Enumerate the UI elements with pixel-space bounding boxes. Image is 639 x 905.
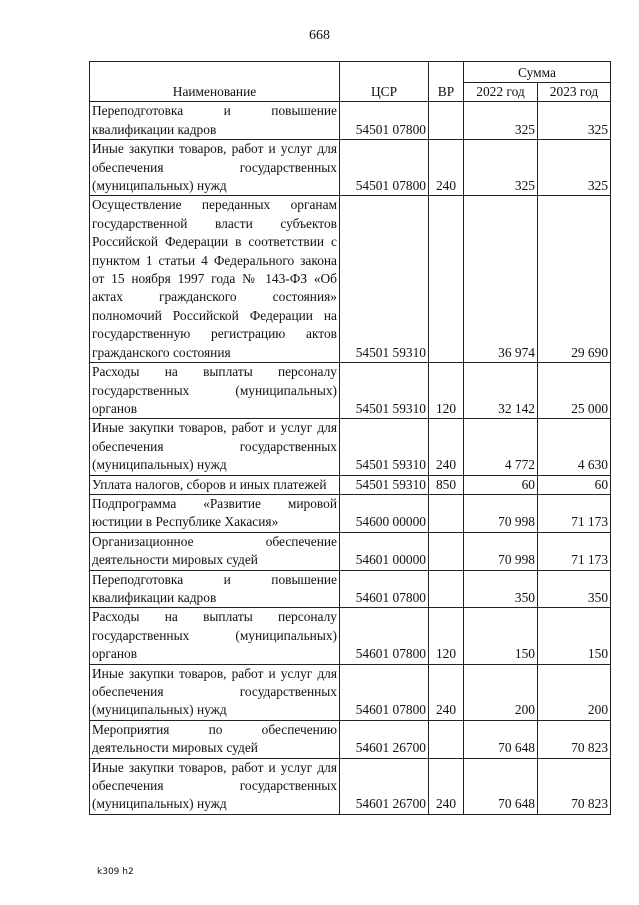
row-amount-2022: 32 142 (464, 363, 538, 419)
row-csr: 54601 26700 (340, 758, 429, 814)
row-amount-2023: 200 (538, 664, 611, 720)
row-amount-2023: 70 823 (538, 720, 611, 758)
row-amount-2023: 4 630 (538, 419, 611, 475)
row-amount-2022: 70 998 (464, 494, 538, 532)
row-name: Расходы на выплаты персоналу государственных (муниципальных) органов (90, 608, 340, 664)
row-csr: 54501 59310 (340, 196, 429, 363)
row-amount-2023: 71 173 (538, 532, 611, 570)
row-name: Иные закупки товаров, работ и услуг для обеспечения государственных (муниципальных) нужд (90, 140, 340, 196)
row-name: Расходы на выплаты персоналу государственных (муниципальных) органов (90, 363, 340, 419)
row-csr: 54600 00000 (340, 494, 429, 532)
row-amount-2023: 325 (538, 102, 611, 140)
row-csr: 54501 59310 (340, 475, 429, 494)
row-name: Иные закупки товаров, работ и услуг для обеспечения государственных (муниципальных) нужд (90, 419, 340, 475)
row-vr: 240 (429, 758, 464, 814)
row-vr (429, 196, 464, 363)
row-name: Осуществление переданных органам государственной власти субъектов Российской Федерации в соответствии с пунктом 1 статьи 4 Федерального закона от 15 ноября 1997 года № 143-ФЗ «Об актах гражданского состояния» полномочий Российской Федерации на государственную регистрацию актов гражданского состояния (90, 196, 340, 363)
row-amount-2022: 60 (464, 475, 538, 494)
row-amount-2022: 4 772 (464, 419, 538, 475)
row-vr: 850 (429, 475, 464, 494)
row-name: Организационное обеспечение деятельности мировых судей (90, 532, 340, 570)
row-vr: 120 (429, 363, 464, 419)
row-vr (429, 102, 464, 140)
row-amount-2022: 70 998 (464, 532, 538, 570)
budget-table (89, 61, 611, 815)
table-row (90, 140, 611, 196)
header-csr: ЦСР (340, 62, 429, 102)
row-vr (429, 494, 464, 532)
header-year-2022: 2022 год (464, 83, 538, 102)
row-csr: 54601 07800 (340, 608, 429, 664)
row-vr: 240 (429, 419, 464, 475)
table-row (90, 720, 611, 758)
row-amount-2023: 350 (538, 570, 611, 608)
footer-code: k309 h2 (97, 867, 134, 877)
header-name: Наименование (90, 62, 340, 102)
row-amount-2022: 70 648 (464, 720, 538, 758)
row-csr: 54501 59310 (340, 363, 429, 419)
table-row (90, 419, 611, 475)
row-csr: 54601 07800 (340, 664, 429, 720)
table-row (90, 758, 611, 814)
row-amount-2023: 25 000 (538, 363, 611, 419)
row-amount-2022: 36 974 (464, 196, 538, 363)
row-vr: 120 (429, 608, 464, 664)
row-name: Иные закупки товаров, работ и услуг для обеспечения государственных (муниципальных) нужд (90, 758, 340, 814)
row-csr: 54601 00000 (340, 532, 429, 570)
table-row (90, 196, 611, 363)
table-row (90, 475, 611, 494)
row-amount-2022: 350 (464, 570, 538, 608)
row-vr (429, 570, 464, 608)
table-row (90, 363, 611, 419)
row-amount-2022: 150 (464, 608, 538, 664)
header-vr: ВР (429, 62, 464, 102)
row-amount-2023: 70 823 (538, 758, 611, 814)
row-name: Подпрограмма «Развитие мировой юстиции в Республике Хакасия» (90, 494, 340, 532)
table-row (90, 102, 611, 140)
row-csr: 54501 07800 (340, 140, 429, 196)
row-vr: 240 (429, 140, 464, 196)
table-row (90, 532, 611, 570)
table-row (90, 570, 611, 608)
row-csr: 54601 07800 (340, 570, 429, 608)
row-amount-2023: 71 173 (538, 494, 611, 532)
row-amount-2022: 325 (464, 140, 538, 196)
row-csr: 54601 26700 (340, 720, 429, 758)
header-sum: Сумма (464, 62, 611, 83)
row-amount-2022: 200 (464, 664, 538, 720)
row-csr: 54501 59310 (340, 419, 429, 475)
row-amount-2023: 29 690 (538, 196, 611, 363)
row-name: Переподготовка и повышение квалификации кадров (90, 102, 340, 140)
table-row (90, 494, 611, 532)
row-vr: 240 (429, 664, 464, 720)
row-csr: 54501 07800 (340, 102, 429, 140)
row-vr (429, 720, 464, 758)
row-name: Уплата налогов, сборов и иных платежей (90, 475, 340, 494)
page-number: 668 (309, 28, 330, 43)
table-row (90, 608, 611, 664)
row-amount-2023: 60 (538, 475, 611, 494)
row-name: Иные закупки товаров, работ и услуг для обеспечения государственных (муниципальных) нужд (90, 664, 340, 720)
header-year-2023: 2023 год (538, 83, 611, 102)
table-row (90, 664, 611, 720)
row-amount-2022: 70 648 (464, 758, 538, 814)
row-amount-2023: 150 (538, 608, 611, 664)
row-amount-2022: 325 (464, 102, 538, 140)
row-vr (429, 532, 464, 570)
row-amount-2023: 325 (538, 140, 611, 196)
row-name: Переподготовка и повышение квалификации кадров (90, 570, 340, 608)
row-name: Мероприятия по обеспечению деятельности мировых судей (90, 720, 340, 758)
